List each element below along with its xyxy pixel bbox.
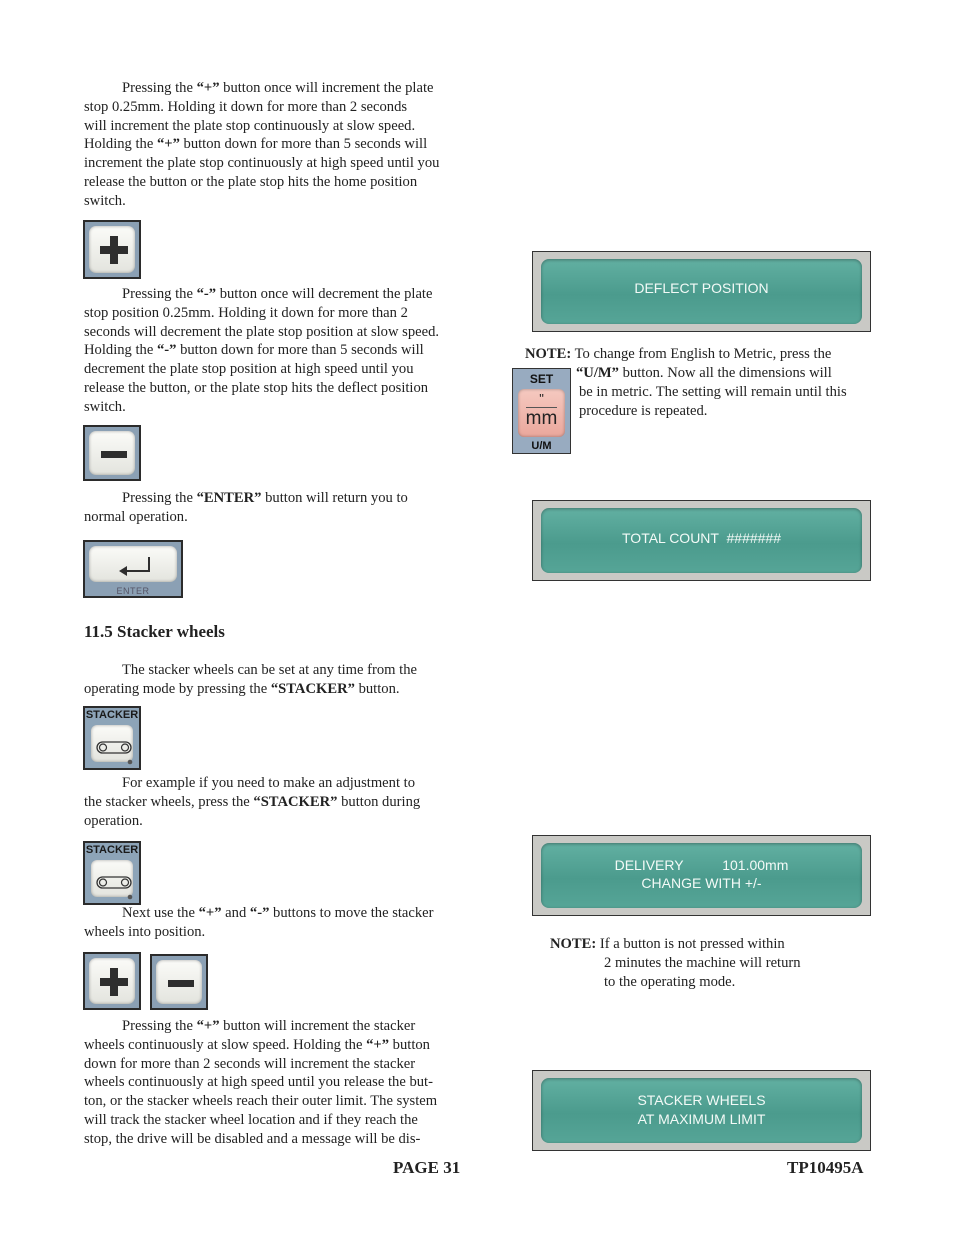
set-key-label: SET — [529, 372, 554, 386]
plus-icon — [85, 954, 143, 1012]
stacker-key-label: STACKER — [85, 844, 139, 856]
plus-button-paragraph: Pressing the “+” button once will increment the plate stop 0.25mm. Holding it down for more than 2 seconds will increment the plate stop continuously at slow speed. Holding the “+” button down for more than 5 seconds will increment the plate stop continuously at high speed until you release the button or the plate stop hits the home position switch. — [84, 80, 440, 209]
stacker-intro-paragraph: The stacker wheels can be set at any time from the operating mode by pressing the “STACKER” button. — [84, 662, 417, 697]
stacker-key-label: STACKER — [85, 709, 139, 721]
metric-note-body: “U/M” button. Now all the dimensions will be in metric. The setting will remain until this procedure is repeated. — [576, 365, 847, 419]
plus-key-image — [83, 952, 141, 1010]
plus-key-image — [83, 220, 141, 279]
page-number: PAGE 31 — [393, 1158, 461, 1177]
stacker-plus-paragraph: Pressing the “+” button will increment the stacker wheels continuously at slow speed. Holding the “+” button down for more than 2 seconds will increment the stacker wheels continuously at high speed until you release the but- ton, or the stacker wheels reach their outer limit. The system will track the stacker wheel location and if they reach the stop, the drive will be disabled and a message will be dis- — [84, 1018, 438, 1147]
lcd-delivery — [532, 835, 871, 916]
note-label: NOTE: — [550, 936, 597, 952]
minus-key-image — [150, 954, 208, 1010]
lcd-line: STACKER WHEELS — [637, 1092, 766, 1108]
lcd-line: DEFLECT POSITION — [634, 280, 769, 296]
stacker-key-image — [83, 706, 141, 770]
lcd-stacker-limit — [532, 1070, 871, 1151]
note-label: NOTE: — [525, 346, 572, 362]
minus-button-paragraph: Pressing the “-” button once will decrement the plate stop position 0.25mm. Holding it down for more than 2 seconds will decrement the plate stop position at slow speed. Holding the “-” button down for more than 5 seconds will decrement the plate stop position at high speed until you release the button, or the plate stop hits the deflect position switch. — [84, 286, 440, 415]
stacker-wheels-icon — [85, 708, 143, 772]
lcd-total-count — [532, 500, 871, 581]
stacker-wheels-icon — [85, 843, 143, 907]
lcd-line: CHANGE WITH +/- — [641, 875, 762, 891]
lcd-line: AT MAXIMUM LIMIT — [637, 1111, 766, 1127]
stacker-example-paragraph: For example if you need to make an adjustment to the stacker wheels, press the “STACKER” button during operation. — [84, 775, 421, 829]
plus-icon — [85, 222, 143, 281]
enter-button-paragraph: Pressing the “ENTER” button will return you to normal operation. — [84, 490, 408, 525]
lcd-line: TOTAL COUNT ####### — [622, 530, 781, 546]
minus-key-image — [83, 425, 141, 481]
um-key-label: U/M — [531, 440, 552, 452]
minus-icon — [85, 427, 143, 483]
mm-label: mm — [525, 408, 558, 429]
metric-note: NOTE: To change from English to Metric, press the — [525, 346, 832, 362]
next-use-paragraph: Next use the “+” and “-” buttons to move the stacker wheels into position. — [84, 905, 434, 940]
enter-key-image — [83, 540, 183, 598]
inch-symbol: " — [539, 391, 544, 406]
stacker-key-image — [83, 841, 141, 905]
lcd-line: DELIVERY 101.00mm — [614, 857, 789, 873]
lcd-deflect-position — [532, 251, 871, 332]
timeout-note: NOTE: If a button is not pressed within 2 minutes the machine will return to the operating mode. — [550, 936, 801, 990]
enter-key-label: ENTER — [116, 586, 150, 596]
um-key-image — [512, 368, 571, 454]
section-heading: 11.5 Stacker wheels — [84, 622, 225, 641]
document-id: TP10495A — [787, 1158, 864, 1177]
minus-icon — [152, 956, 210, 1012]
